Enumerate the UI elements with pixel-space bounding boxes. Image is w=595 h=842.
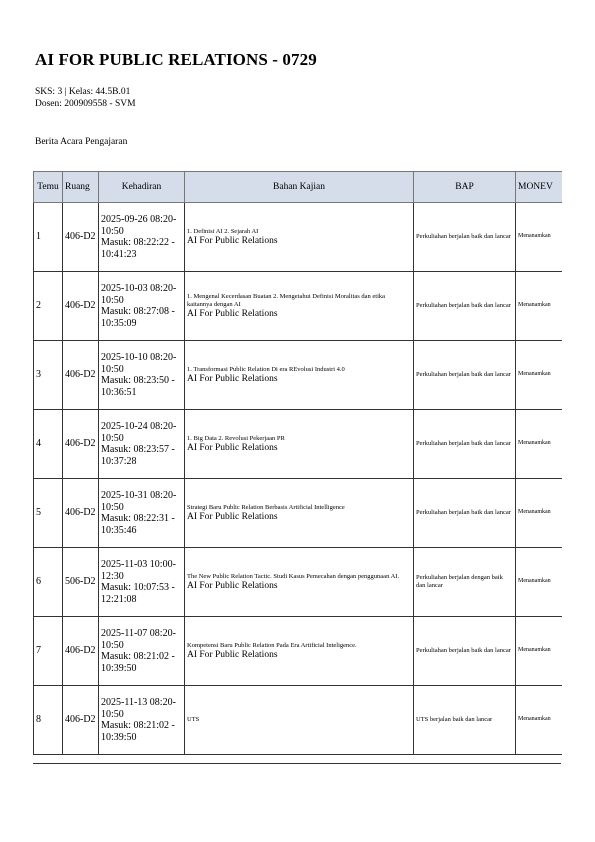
header-monev: MONEV [516,172,562,203]
kajian-course: AI For Public Relations [187,373,278,384]
meta-sks-kelas: SKS: 3 | Kelas: 44.5B.01 [35,87,131,97]
cell-bahan-kajian [185,410,414,479]
cell-bap: Perkuliahan berjalan baik dan lancar [414,341,516,410]
cell-ruang: 406-D2 [63,341,99,410]
cell-ruang: 406-D2 [63,272,99,341]
cell-monev: Menanamkan [516,341,562,410]
table-row [34,341,562,410]
kajian-topic: 1. Transformasi Public Relation Di era REvolusi Industri 4.0 [187,365,345,373]
cell-temu: 6 [34,548,63,617]
header-ruang: Ruang [63,172,99,203]
table-row [34,410,562,479]
cell-temu: 1 [34,203,63,272]
table-row [34,479,562,548]
cell-monev: Menanamkan [516,686,562,755]
kehadiran-actual: Masuk: 08:22:22 - 10:41:23 [101,237,175,260]
kajian-topic: The New Public Relation Tactic. Studi Kasus Pemecahan dengan penggunaan AI. [187,572,400,580]
kajian-course: AI For Public Relations [187,649,278,660]
meta-dosen: Dosen: 200909558 - SVM [35,99,136,109]
kehadiran-actual: Masuk: 08:23:57 - 10:37:28 [101,444,175,467]
kehadiran-actual: Masuk: 08:22:31 - 10:35:46 [101,513,175,536]
kajian-course: AI For Public Relations [187,580,278,591]
section-title: Berita Acara Pengajaran [35,137,128,147]
cell-kehadiran [99,617,185,686]
cell-bahan-kajian [185,617,414,686]
cell-bap: Perkuliahan berjalan baik dan lancar [414,203,516,272]
cell-bap: Perkuliahan berjalan baik dan lancar [414,479,516,548]
kehadiran-actual: Masuk: 08:21:02 - 10:39:50 [101,720,175,743]
table-row [34,203,562,272]
header-bap: BAP [414,172,516,203]
kajian-topic: UTS [187,716,200,723]
cell-ruang: 406-D2 [63,479,99,548]
table-row [34,617,562,686]
kehadiran-actual: Masuk: 10:07:53 - 12:21:08 [101,582,175,605]
page-title: AI FOR PUBLIC RELATIONS - 0729 [35,50,317,69]
kehadiran-schedule: 2025-10-10 08:20-10:50 [101,352,177,375]
kehadiran-actual: Masuk: 08:27:08 - 10:35:09 [101,306,175,329]
cell-monev: Menanamkan [516,548,562,617]
table-header-row [34,172,562,203]
cell-temu: 7 [34,617,63,686]
kajian-course: AI For Public Relations [187,235,278,246]
cell-bahan-kajian [185,272,414,341]
cell-temu: 5 [34,479,63,548]
cell-monev: Menanamkan [516,479,562,548]
header-bahan-kajian: Bahan Kajian [185,172,414,203]
cell-temu: 4 [34,410,63,479]
cell-monev: Menanamkan [516,272,562,341]
cell-temu: 3 [34,341,63,410]
kajian-course: AI For Public Relations [187,308,278,319]
kehadiran-schedule: 2025-11-03 10:00-12:30 [101,559,176,582]
cell-bahan-kajian [185,479,414,548]
bap-table [33,171,562,755]
kehadiran-schedule: 2025-10-31 08:20-10:50 [101,490,177,513]
cell-bap: Perkuliahan berjalan baik dan lancar [414,272,516,341]
cell-bap: Perkuliahan berjalan baik dan lancar [414,410,516,479]
cell-ruang: 406-D2 [63,410,99,479]
cell-temu: 8 [34,686,63,755]
kehadiran-schedule: 2025-09-26 08:20-10:50 [101,214,177,237]
cell-ruang: 406-D2 [63,203,99,272]
kajian-course: AI For Public Relations [187,511,278,522]
cell-monev: Menanamkan [516,410,562,479]
kajian-topic: Kompetensi Baru Public Relation Pada Era Artificial Inteligence. [187,641,357,649]
kehadiran-schedule: 2025-11-13 08:20-10:50 [101,697,176,720]
cell-kehadiran [99,479,185,548]
course-meta [35,86,136,110]
cell-monev: Menanamkan [516,203,562,272]
kehadiran-actual: Masuk: 08:21:02 - 10:39:50 [101,651,175,674]
cell-bap: Perkuliahan berjalan baik dan lancar [414,617,516,686]
kehadiran-schedule: 2025-10-24 08:20-10:50 [101,421,177,444]
cell-bahan-kajian [185,686,414,755]
table-row [34,548,562,617]
cell-kehadiran [99,341,185,410]
cell-bahan-kajian [185,203,414,272]
table-row [34,686,562,755]
cell-ruang: 406-D2 [63,686,99,755]
table-row [34,272,562,341]
kehadiran-schedule: 2025-10-03 08:20-10:50 [101,283,177,306]
cell-ruang: 406-D2 [63,617,99,686]
kajian-topic: Strategi Baru Public Relation Berbasis Artificial Intelligence [187,503,345,511]
header-temu: Temu [34,172,63,203]
cell-bap: Perkuliahan berjalan dengan baik dan lancar [414,548,516,617]
cell-kehadiran [99,272,185,341]
kajian-course: AI For Public Relations [187,442,278,453]
cell-ruang: 506-D2 [63,548,99,617]
cell-kehadiran [99,686,185,755]
kajian-topic: 1. Big Data 2. Revolusi Pekerjaan PR [187,434,285,442]
kehadiran-actual: Masuk: 08:23:50 - 10:36:51 [101,375,175,398]
table-bottom-rule [33,763,561,764]
cell-kehadiran [99,410,185,479]
header-kehadiran: Kehadiran [99,172,185,203]
cell-kehadiran [99,203,185,272]
cell-bap: UTS berjalan baik dan lancar [414,686,516,755]
cell-monev: Menanamkan [516,617,562,686]
cell-temu: 2 [34,272,63,341]
kajian-topic: 1. Mengenal Kecerdasan Buatan 2. Mengetahui Definisi Moralitas dan etika kaitannya dengan AI [187,292,386,308]
kajian-topic: 1. Definisi AI 2. Sejarah AI [187,227,259,235]
kehadiran-schedule: 2025-11-07 08:20-10:50 [101,628,176,651]
cell-bahan-kajian [185,548,414,617]
cell-bahan-kajian [185,341,414,410]
cell-kehadiran [99,548,185,617]
